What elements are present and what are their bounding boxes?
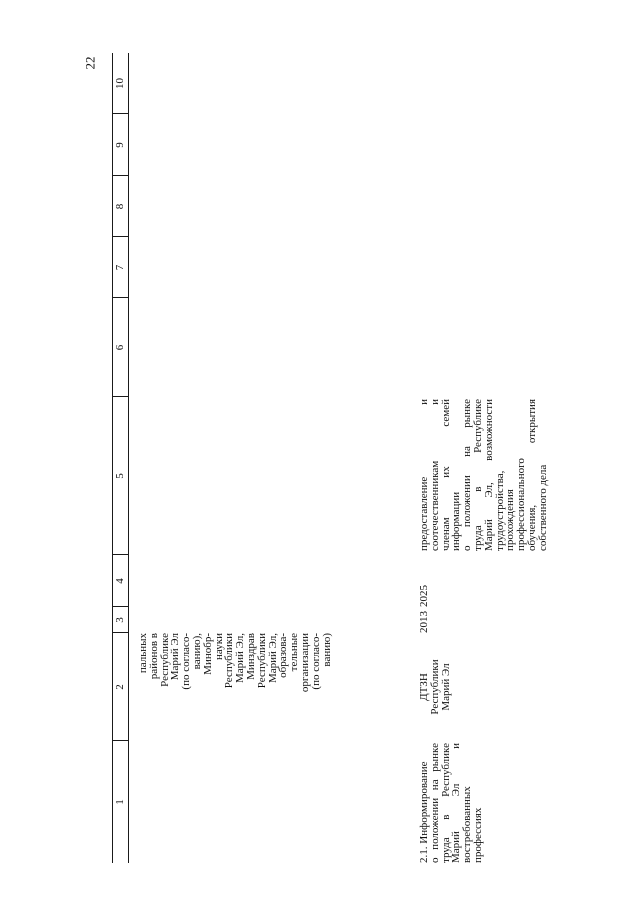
column-header-9: 9: [114, 142, 126, 148]
column-header-5: 5: [114, 473, 126, 479]
column-header-4: 4: [114, 578, 126, 584]
column-header-1: 1: [114, 799, 126, 805]
page-number: 22: [82, 56, 98, 70]
expected-result-cell: предоставление и соотечественникам и членам их семей информации о положении на рынке труда в Республике Марий Эл, возможности трудоустройства, прохождения профессионального обучения, открытия собственного дела: [418, 399, 549, 551]
column-header-6: 6: [114, 344, 126, 351]
program-table: [112, 53, 639, 863]
continuation-responsible-cell: пальных районов в Республике Марий Эл (по согласо- ванию), Минобр- науки Республики Марий Эл, Минздрав Республики Марий Эл, образова- тельные организации (по согласо- ванию): [137, 633, 333, 693]
column-header-2: 2: [114, 684, 126, 690]
responsible-executor-cell: ДТЗН Республики Марий Эл: [418, 659, 452, 715]
column-header-10: 10: [114, 78, 126, 89]
header-row-border: [128, 53, 129, 863]
column-header-3: 3: [114, 617, 126, 623]
column-header-7: 7: [114, 264, 126, 271]
end-year-cell: 2025: [418, 585, 430, 607]
column-header-8: 8: [114, 203, 126, 210]
measure-name-cell: 2.1. Информирование о положении на рынке труда в Республике Марий Эл и востребованных профессиях: [418, 743, 484, 863]
start-year-cell: 2013: [418, 611, 430, 633]
